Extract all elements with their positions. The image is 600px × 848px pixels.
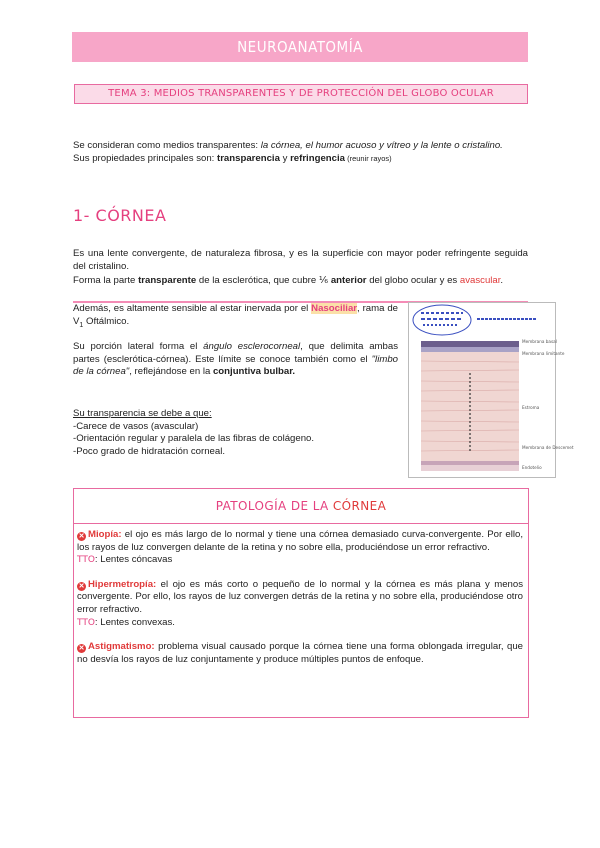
cornea-paragraph-2: Forma la parte transparente de la esclerótica, que cubre ⅙ anterior del globo ocular y es avascular. bbox=[73, 275, 504, 286]
topic-subtitle: TEMA 3: MEDIOS TRANSPARENTES Y DE PROTECCIÓN DEL GLOBO OCULAR bbox=[74, 84, 528, 104]
pathology-divider bbox=[74, 523, 528, 524]
cornea-histology-image bbox=[409, 303, 574, 477]
page-banner-title: NEUROANATOMÍA bbox=[72, 32, 528, 62]
intro-text: Se consideran como medios transparentes: la córnea, el humor acuoso y vítreo y la lente o cristalino. Sus propiedades principales son: transparencia y refringencia (reunir rayos) bbox=[73, 140, 503, 164]
cornea-histology-figure bbox=[408, 302, 574, 478]
astigmatismo-entry: ✕ Astigmatismo: problema visual causado porque la córnea tiene una forma oblongada irregular, que no desvía los rayos de luz conjuntamente y produce múltiples puntos de enfoque. bbox=[77, 641, 523, 665]
pathology-heading: PATOLOGÍA DE LA CÓRNEA bbox=[215, 499, 387, 513]
cornea-paragraph-4: Su porción lateral forma el ángulo esclerocorneal, que delimita ambas partes (esclerótica-córnea). Este límite se conoce también como el "limbo de la córnea", reflejándose en la conjuntiva bulbar. bbox=[73, 341, 398, 378]
list-item: -Orientación regular y paralela de las fibras de colágeno. bbox=[73, 433, 315, 445]
transparency-title: Su transparencia se debe a que: bbox=[73, 408, 212, 419]
list-item: -Carece de vasos (avascular) bbox=[73, 420, 199, 432]
figure-label: Endotelio bbox=[522, 465, 542, 470]
figure-label: Membrana limitante bbox=[522, 351, 565, 356]
close-circle-icon: ✕ bbox=[78, 533, 85, 540]
close-circle-icon: ✕ bbox=[78, 582, 85, 590]
cornea-paragraph-3: Además, es altamente sensible al estar inervada por el Nasociliar, rama de $V_1$ Oftálmico. bbox=[73, 303, 398, 329]
pathology-box bbox=[73, 488, 529, 718]
section-heading-cornea: 1- CÓRNEA bbox=[73, 206, 167, 225]
figure-label: Membrana basal bbox=[522, 339, 557, 344]
cornea-paragraph-1: Es una lente convergente, de naturaleza fibrosa, y es la superficie con mayor poder refringente seguida del cristalino. bbox=[73, 248, 528, 272]
miopia-treatment: TTO: Lentes cóncavas bbox=[77, 554, 173, 566]
pathology-body bbox=[77, 529, 523, 666]
figure-label: Estroma bbox=[522, 405, 540, 410]
figure-label: Membrana de Descemet bbox=[522, 445, 574, 450]
hipermetropia-treatment: TTO: Lentes convexas. bbox=[77, 616, 175, 628]
close-circle-icon: ✕ bbox=[78, 645, 85, 653]
miopia-entry: ✕ Miopía: el ojo es más largo de lo normal y tiene una córnea demasiado curva-convergente. Por ello, los rayos de luz convergen delante de la retina y no sobre ella, produciéndose un error refractivo. bbox=[77, 529, 523, 553]
list-item: -Poco grado de hidratación corneal. bbox=[73, 445, 225, 457]
hipermetropia-entry: ✕ Hipermetropía: el ojo es más corto o pequeño de lo normal y la córnea es más plana y menos convergente. Por ello, los rayos de luz convergen detrás de la retina y no sobre ella, produciéndose otro error refractivo. bbox=[77, 578, 523, 615]
transparency-list bbox=[73, 408, 398, 458]
